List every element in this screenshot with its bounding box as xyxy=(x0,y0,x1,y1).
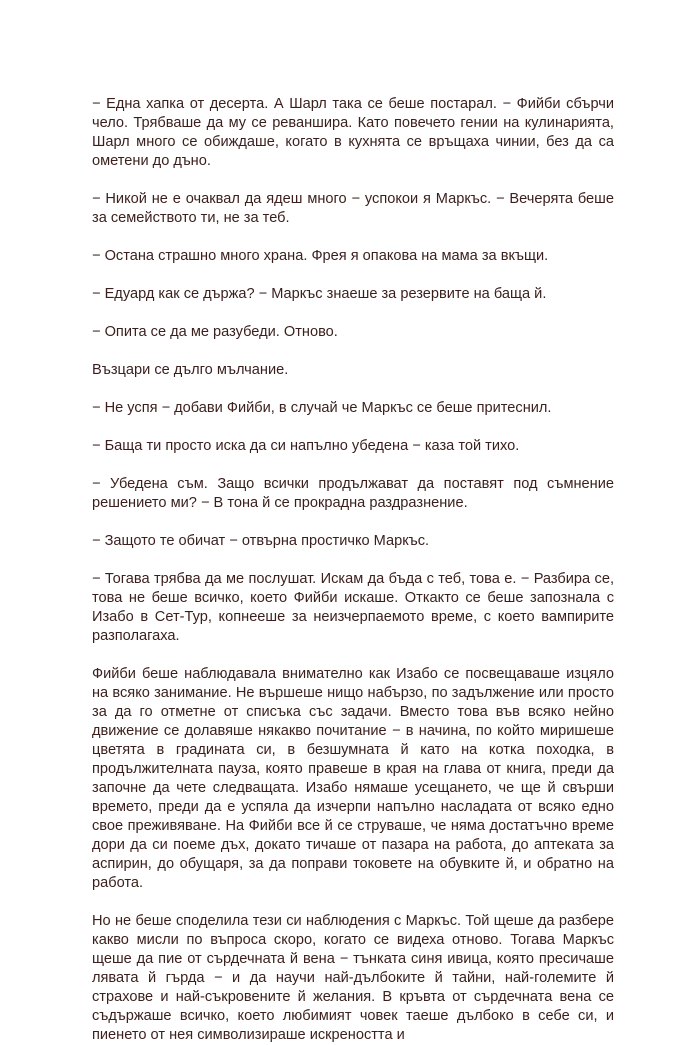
paragraph: Но не беше споделила тези си наблюдения с Маркъс. Той щеше да разбере какво мисли по въпроса скоро, когато се видеха отново. Тогава Маркъс щеше да пие от сърдечната й вена − тънката синя ивица, която пресичаше лявата й гърда − и да научи най-дълбоките й тайни, най-големите й страхове и най-съкровените й желания. В кръвта от сърдечната вена се съдържаше всичко, което любимият човек таеше дълбоко в себе си, и пиенето от нея символизираше искреността и xyxy=(92,913,614,1043)
paragraph: − Никой не е очаквал да ядеш много − успокои я Маркъс. − Вечерята беше за семейството ти, не за теб. xyxy=(92,191,614,226)
paragraph: − Тогава трябва да ме послушат. Искам да бъда с теб, това е. − Разбира се, това не беше всичко, което Фийби искаше. Откакто се беше запознала с Изабо в Сет-Тур, копнееше за неизчерпаемото време, с което вампирите разполагаха. xyxy=(92,571,614,644)
paragraph: − Убедена съм. Защо всички продължават да поставят под съмнение решението ми? − В тона й се прокрадна раздразнение. xyxy=(92,476,614,511)
paragraph: − Остана страшно много храна. Фрея я опакова на мама за вкъщи. xyxy=(92,248,549,264)
paragraph: − Не успя − добави Фийби, в случай че Маркъс се беше притеснил. xyxy=(92,400,552,416)
paragraph: − Опита се да ме разубеди. Отново. xyxy=(92,324,338,340)
paragraph: − Защото те обичат − отвърна простичко Маркъс. xyxy=(92,533,430,549)
paragraph: − Една хапка от десерта. А Шарл така се беше постарал. − Фийби сбърчи чело. Трябваше да му се реваншира. Като повечето гении на кулинарията, Шарл много се обиждаше, когато в кухнята се връщаха чинии, без да са ометени до дъно. xyxy=(92,96,614,169)
paragraph: − Едуард как се държа? − Маркъс знаеше за резервите на баща й. xyxy=(92,286,547,302)
body-text xyxy=(92,95,614,1045)
paragraph: − Баща ти просто иска да си напълно убедена − каза той тихо. xyxy=(92,438,520,454)
paragraph: Фийби беше наблюдавала внимателно как Изабо се посвещаваше изцяло на всяко занимание. Не вършеше нищо набързо, по задължение или просто за да го отметне от списъка със задачи. Вместо това във всяко нейно движение се долавяше някакво почитание − в начина, по който миришеше цветята в градината си, в безшумната й като на котка походка, в продължителната пауза, която правеше в края на глава от книга, преди да започне да чете следващата. Изабо нямаше усещането, че ще й свърши времето, преди да е успяла да изчерпи напълно насладата от всяко едно свое преживяване. На Фийби все й се струваше, че няма достатъчно време дори да си поеме дъх, докато тичаше от пазара на работа, до аптеката за аспирин, до обущаря, за да поправи токовете на обувките й, и обратно на работа. xyxy=(92,666,614,891)
paragraph: Възцари се дълго мълчание. xyxy=(92,362,289,378)
